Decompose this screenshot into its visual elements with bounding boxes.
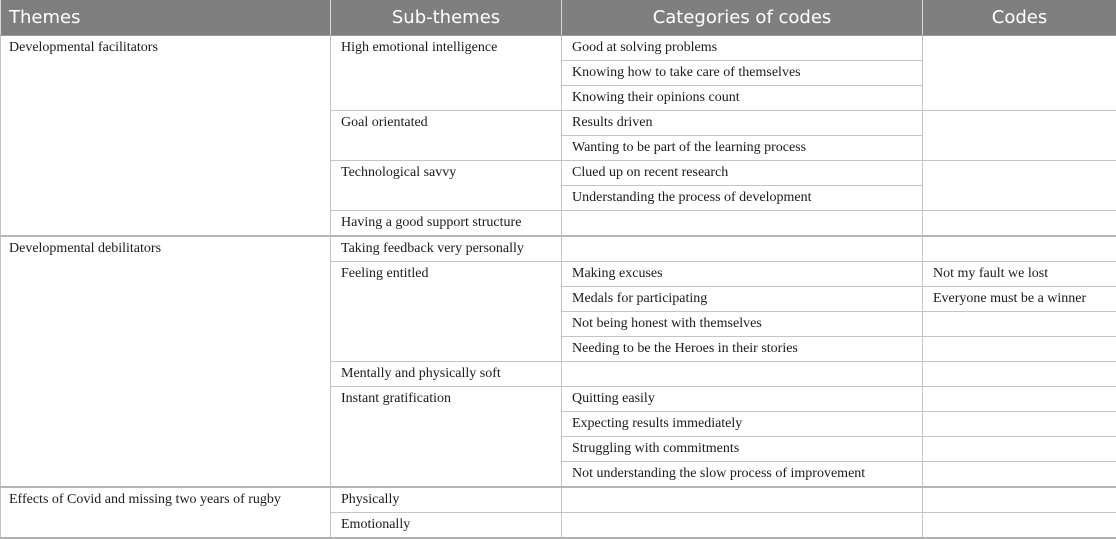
code-cell xyxy=(923,161,1116,211)
code-cell: Not my fault we lost xyxy=(923,262,1116,287)
sub-theme-cell: Feeling entitled xyxy=(331,262,562,362)
theme-cell: Developmental facilitators xyxy=(1,36,331,237)
category-cell xyxy=(562,487,923,513)
sub-theme-cell: Goal orientated xyxy=(331,111,562,161)
theme-cell: Effects of Covid and missing two years of rugby xyxy=(1,487,331,538)
category-cell: Knowing their opinions count xyxy=(562,86,923,111)
table-row xyxy=(1,236,1116,262)
code-cell xyxy=(923,513,1116,539)
code-cell xyxy=(923,36,1116,111)
sub-theme-cell: Physically xyxy=(331,487,562,513)
code-cell xyxy=(923,437,1116,462)
code-cell xyxy=(923,236,1116,262)
table-row xyxy=(1,487,1116,513)
code-cell xyxy=(923,387,1116,412)
code-cell xyxy=(923,462,1116,488)
category-cell xyxy=(562,236,923,262)
sub-theme-cell: Having a good support structure xyxy=(331,211,562,237)
category-cell: Making excuses xyxy=(562,262,923,287)
sub-theme-cell: High emotional intelligence xyxy=(331,36,562,111)
category-cell: Results driven xyxy=(562,111,923,136)
code-cell xyxy=(923,412,1116,437)
category-cell: Good at solving problems xyxy=(562,36,923,61)
code-cell xyxy=(923,111,1116,161)
category-cell: Struggling with commitments xyxy=(562,437,923,462)
category-cell: Not understanding the slow process of improvement xyxy=(562,462,923,488)
code-cell xyxy=(923,312,1116,337)
category-cell: Not being honest with themselves xyxy=(562,312,923,337)
code-cell: Everyone must be a winner xyxy=(923,287,1116,312)
table-body xyxy=(1,36,1116,539)
category-cell: Quitting easily xyxy=(562,387,923,412)
header-themes: Themes xyxy=(1,0,331,36)
sub-theme-cell: Mentally and physically soft xyxy=(331,362,562,387)
header-codes: Codes xyxy=(923,0,1116,36)
category-cell: Understanding the process of development xyxy=(562,186,923,211)
header-sub-themes: Sub-themes xyxy=(331,0,562,36)
category-cell xyxy=(562,211,923,237)
sub-theme-cell: Emotionally xyxy=(331,513,562,539)
code-cell xyxy=(923,337,1116,362)
category-cell: Knowing how to take care of themselves xyxy=(562,61,923,86)
category-cell: Expecting results immediately xyxy=(562,412,923,437)
category-cell: Medals for participating xyxy=(562,287,923,312)
category-cell xyxy=(562,513,923,539)
theme-cell: Developmental debilitators xyxy=(1,236,331,487)
header-categories-of-codes: Categories of codes xyxy=(562,0,923,36)
category-cell xyxy=(562,362,923,387)
code-cell xyxy=(923,211,1116,237)
sub-theme-cell: Technological savvy xyxy=(331,161,562,211)
category-cell: Clued up on recent research xyxy=(562,161,923,186)
category-cell: Wanting to be part of the learning process xyxy=(562,136,923,161)
sub-theme-cell: Taking feedback very personally xyxy=(331,236,562,262)
code-cell xyxy=(923,362,1116,387)
code-cell xyxy=(923,487,1116,513)
sub-theme-cell: Instant gratification xyxy=(331,387,562,488)
table-row xyxy=(1,36,1116,61)
table-header xyxy=(1,0,1116,36)
category-cell: Needing to be the Heroes in their stories xyxy=(562,337,923,362)
